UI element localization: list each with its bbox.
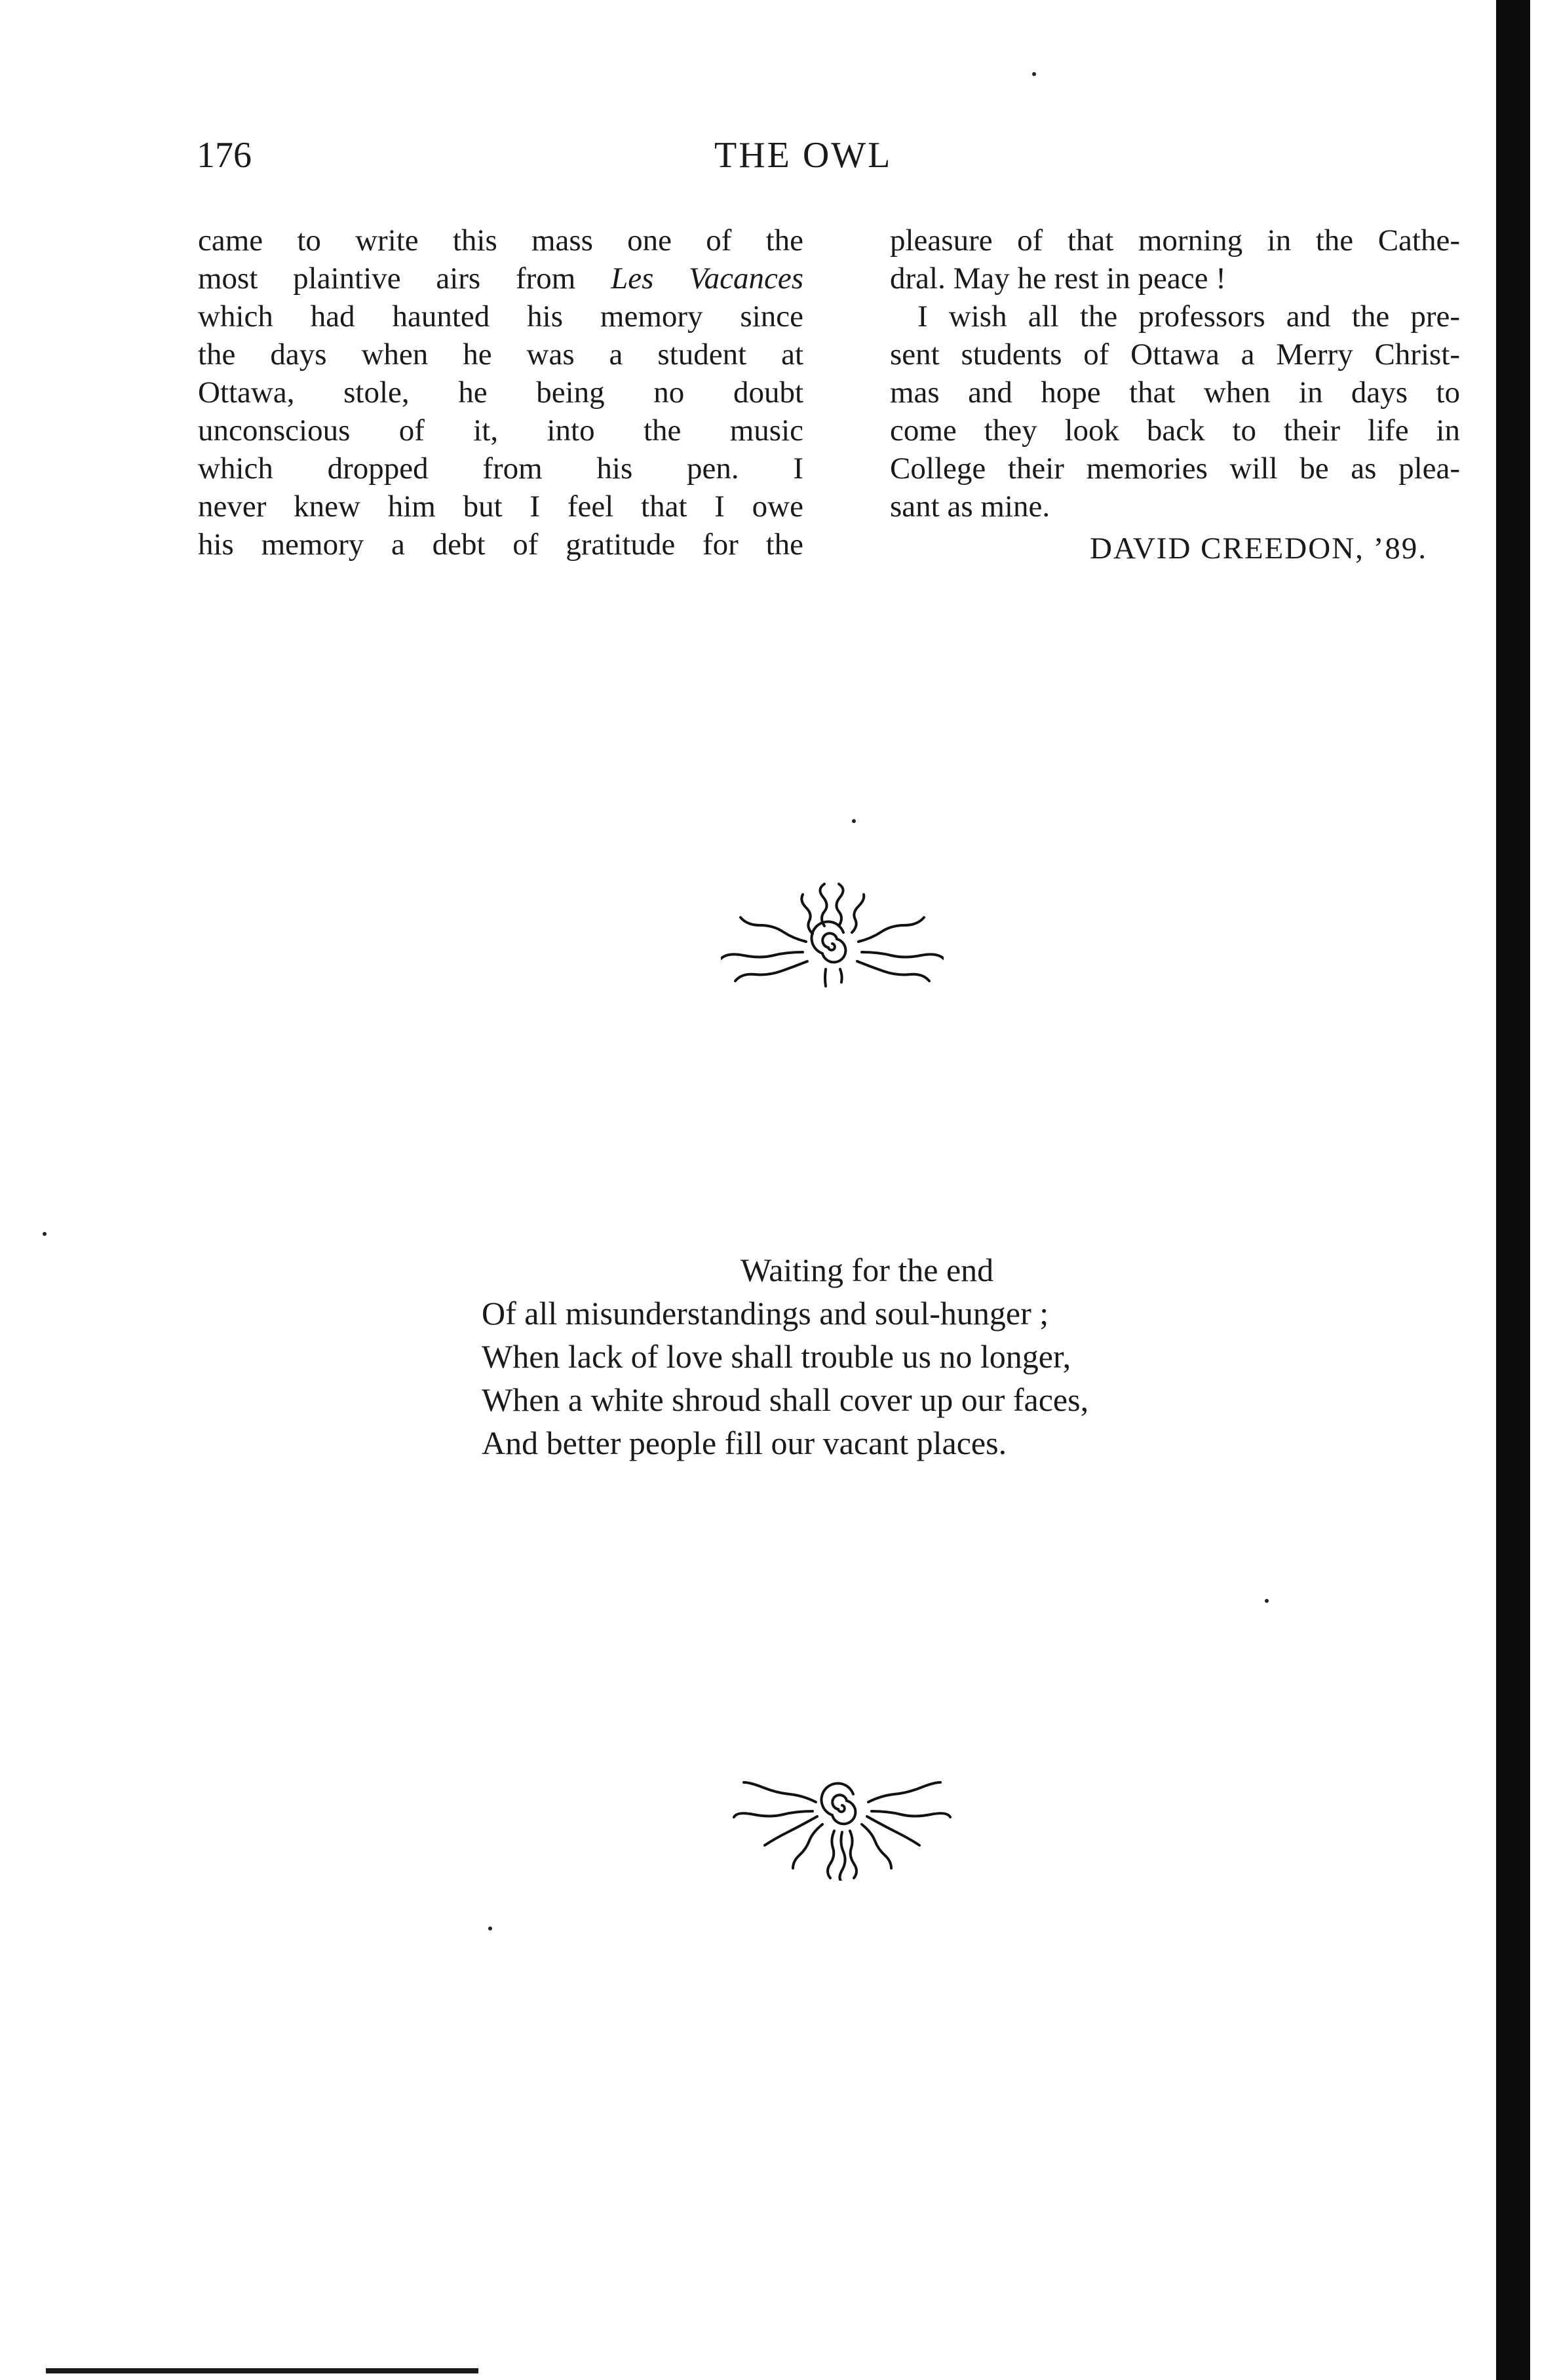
text-line: his memory a debt of gratitude for the — [198, 528, 803, 562]
text-line: the days when he was a student at — [198, 337, 803, 372]
bottom-rule — [46, 2368, 478, 2373]
poem-line: When lack of love shall trouble us no longer, — [482, 1338, 1071, 1375]
text-line: which had haunted his memory since — [198, 299, 803, 334]
page-number: 176 — [197, 135, 252, 176]
text-line: pleasure of that morning in the Cathe- — [890, 223, 1460, 258]
text-line: Ottawa, stole, he being no doubt — [198, 375, 803, 410]
poem-line: Of all misunderstandings and soul-hunger ; — [482, 1295, 1049, 1332]
sun-ornament-icon — [731, 1737, 953, 1881]
scan-speck — [852, 819, 856, 823]
text-line: come they look back to their life in — [890, 413, 1460, 448]
text-line: unconscious of it, into the music — [198, 413, 803, 448]
text-line: mas and hope that when in days to — [890, 375, 1460, 410]
right-column — [890, 221, 1460, 567]
text-line: never knew him but I feel that I owe — [198, 489, 803, 524]
page-edge-shadow — [1496, 0, 1530, 2380]
poem-line: Waiting for the end — [741, 1252, 994, 1288]
text-line: came to write this mass one of the — [198, 223, 803, 258]
text-line: most plaintive airs from Les Vacances — [198, 261, 803, 296]
poem-line: And better people fill our vacant places. — [482, 1425, 1007, 1461]
poem-line: When a white shroud shall cover up our faces, — [482, 1381, 1089, 1418]
text-line: sant as mine. — [890, 489, 1050, 524]
scan-speck — [1265, 1599, 1269, 1603]
text-line: College their memories will be as plea- — [890, 451, 1460, 486]
scan-speck — [1032, 72, 1036, 76]
text-line: I wish all the professors and the pre- — [917, 299, 1460, 334]
left-column — [198, 221, 803, 564]
scan-speck — [43, 1232, 47, 1236]
scan-speck — [488, 1927, 492, 1930]
running-title: THE OWL — [714, 135, 893, 176]
text-line: dral. May he rest in peace ! — [890, 261, 1226, 296]
text-line: sent students of Ottawa a Merry Christ- — [890, 337, 1460, 372]
signature: DAVID CREEDON, ’89. — [1090, 531, 1427, 566]
sun-ornament-icon — [721, 881, 944, 1012]
poem — [482, 1248, 1088, 1465]
text-line: which dropped from his pen. I — [198, 451, 803, 486]
